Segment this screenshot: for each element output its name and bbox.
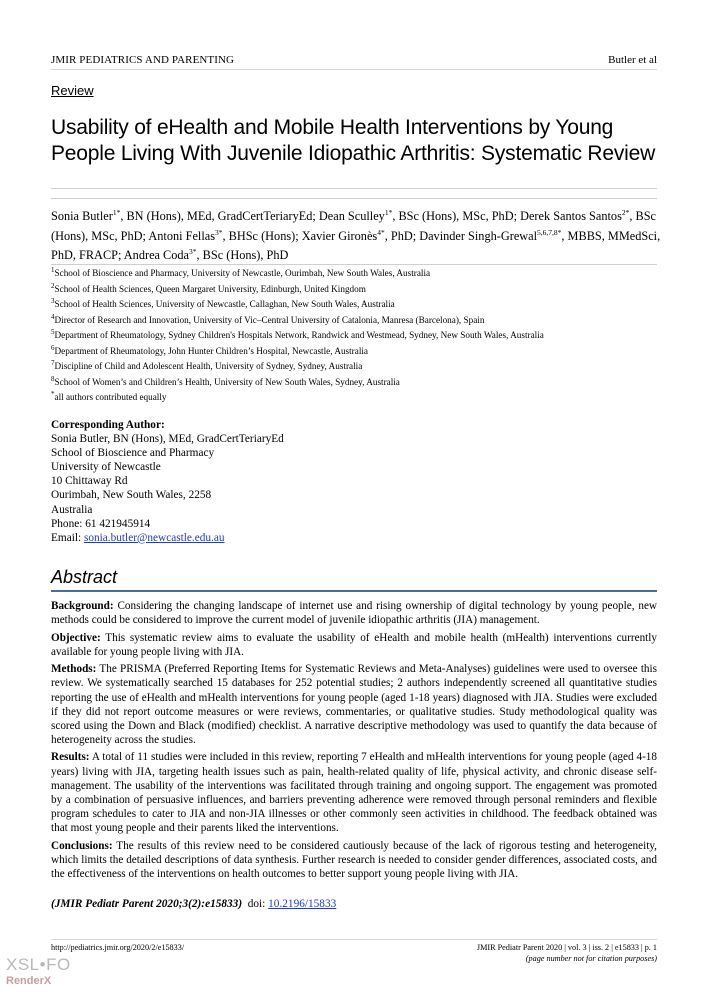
author-affiliation-sup: 3* [189, 247, 197, 256]
author-entry [319, 209, 520, 223]
author-affiliation-sup: 4* [377, 227, 385, 237]
author-entry [124, 248, 289, 262]
affiliation-number: 7 [51, 359, 55, 367]
affiliation-text: Department of Rheumatology, John Hunter Children’s Hospital, Newcastle, Australia [54, 345, 368, 356]
affiliation-text: School of Health Sciences, Queen Margaret University, Edinburgh, United Kingdom [54, 283, 366, 294]
author-entry [148, 229, 301, 243]
title-divider-lower [51, 198, 657, 199]
author-degrees: , BSc (Hons), MSc, PhD; [51, 209, 657, 243]
author-name: Antoni Fellas [148, 228, 215, 243]
affiliation-number: 1 [51, 266, 55, 274]
author-entry [51, 209, 319, 223]
abstract-section [51, 750, 657, 835]
affiliation-item [51, 328, 657, 344]
abstract-section [51, 599, 657, 627]
affiliation-number: 5 [51, 328, 55, 336]
address-line: School of Bioscience and Pharmacy [51, 447, 215, 460]
abstract-section-label: Results: [51, 751, 90, 764]
author-degrees: , BHSc (Hons); [222, 228, 302, 243]
email-row [51, 531, 284, 545]
abstract-section-label: Conclusions: [51, 839, 113, 852]
corresponding-author [51, 418, 284, 545]
footer-issue: JMIR Pediatr Parent 2020 | vol. 3 | iss. 2 | e15833 | p. 1 [476, 943, 657, 952]
address-line: Ourimbah, New South Wales, 2258 [51, 489, 212, 502]
author-name: Xavier Gironès [301, 228, 378, 243]
affiliation-number: 3 [51, 297, 55, 305]
running-header [51, 52, 657, 70]
author-degrees: , PhD; [384, 228, 420, 243]
affiliation-text: School of Bioscience and Pharmacy, University of Newcastle, Ourimbah, New South Wales, Australia [54, 268, 431, 278]
affiliation-text: all authors contributed equally [54, 392, 167, 402]
affiliation-text: Department of Rheumatology, Sydney Children's Hospitals Network, Randwick and Westmead, Sydney, New South Wales, Australia [54, 330, 544, 340]
doi-label: doi: [247, 898, 266, 910]
abstract-section-label: Background: [51, 600, 114, 612]
abstract-section-text: A total of 11 studies were included in this review, reporting 7 eHealth and mHealth interventions for young people (aged 4-18 years) living with JIA, targeting health issues such as pain, health-related quality of life, physical activity, and chronic disease self-management. The usability of the interventions was facilitated through training and ongoing support. The engagement was promoted by a combination of persuasive influences, and barriers preventing adherence were removed through personal reminders and flexible program schedules to cater to JIA and non-JIA illnesses or other commonly seen activities in childhood. The feedback obtained was that most young people and their parents liked the interventions. [51, 751, 657, 834]
author-entry [302, 229, 419, 243]
doi-link[interactable]: 10.2196/15833 [268, 898, 337, 910]
journal-name: JMIR PEDIATRICS AND PARENTING [51, 54, 235, 66]
author-affiliation-sup: 1* [384, 208, 393, 217]
affiliation-item [51, 375, 657, 391]
author-name: Andrea Coda [123, 248, 190, 262]
author-name: Dean Sculley [318, 209, 385, 223]
author-name: Derek Santos Santos [520, 209, 622, 223]
author-degrees: , BSc (Hons), MSc, PhD; [392, 209, 521, 223]
affiliation-number: 6 [51, 343, 55, 352]
affiliation-item [51, 282, 657, 298]
abstract-section [51, 839, 657, 881]
author-divider [51, 264, 657, 265]
abstract-section [51, 631, 657, 659]
address-line: University of Newcastle [51, 461, 161, 474]
affiliation-number: 8 [51, 374, 55, 383]
article-type: Review [51, 83, 94, 98]
author-degrees: , BN (Hons), MEd, GradCertTeriaryEd; [120, 209, 319, 223]
footer-url: http://pediatrics.jmir.org/2020/2/e15833/ [51, 943, 185, 952]
corresponding-name: Sonia Butler, BN (Hons), MEd, GradCertTeriaryEd [51, 433, 284, 446]
affiliation-text: School of Health Sciences, University of Newcastle, Callaghan, New South Wales, Australia [54, 299, 395, 309]
affiliation-item [51, 266, 657, 282]
affiliation-item [51, 297, 657, 313]
affiliation-text: Discipline of Child and Adolescent Health, University of Sydney, Sydney, Australia [54, 361, 363, 371]
affiliation-text: School of Women’s and Children’s Health, University of New South Wales, Sydney, Australia [54, 376, 400, 387]
abstract-section-text: This systematic review aims to evaluate the usability of eHealth and mobile health (mHealth) interventions currently available for young people living with JIA. [51, 631, 657, 658]
page-footer [51, 939, 657, 967]
affiliation-list [51, 266, 657, 406]
corresponding-heading: Corresponding Author: [51, 419, 165, 431]
abstract-section-text: The results of this review need to be considered cautiously because of the lack of rigorous testing and heterogeneity, which limits the detailed descriptions of data synthesis. Further research is needed to consider gender differences, associated costs, and the effectiveness of the interventions on health outcomes to better support young people living with JIA. [51, 839, 657, 880]
address-line: Australia [51, 503, 93, 516]
abstract-section-label: Objective: [51, 631, 101, 644]
affiliation-text: Director of Research and Innovation, University of Vic–Central University of Catalonia, Manresa (Barcelona), Spain [54, 314, 485, 325]
running-author: Butler et al [608, 54, 657, 66]
affiliation-item [51, 313, 657, 329]
watermark-line2: RenderX [6, 975, 52, 987]
author-name: Sonia Butler [51, 209, 113, 223]
author-affiliation-sup: 2* [621, 208, 630, 217]
author-affiliation-sup: 3* [214, 227, 223, 237]
email-link[interactable]: sonia.butler@newcastle.edu.au [83, 531, 225, 544]
abstract-section-label: Methods: [51, 663, 97, 676]
email-label: Email: [51, 531, 84, 544]
author-degrees: , BSc (Hons), PhD [196, 248, 289, 262]
author-affiliation-sup: 5,6,7,8* [537, 227, 562, 237]
article-title: Usability of eHealth and Mobile Health Interventions by Young People Living With Juvenile Idiopathic Arthritis: Systematic Review [51, 116, 656, 165]
author-name: Davinder Singh-Grewal [419, 228, 538, 243]
affiliation-number: 4 [51, 312, 55, 321]
abstract-body [51, 599, 657, 884]
author-list [51, 207, 661, 266]
abstract-section-text: The PRISMA (Preferred Reporting Items for Systematic Reviews and Meta-Analyses) guidelines were used to oversee this review. We systematically searched 15 databases for 252 potential studies; 2 authors independently screened all quantitative studies reporting the use of eHealth and mHealth interventions for young people (aged 1-18 years) diagnosed with JIA. Studies were excluded if they did not report outcome measures or were reviews, commentaries, or qualitative studies. Study methodological quality was scored using the Down and Black (modified) checklist. A narrative descriptive methodology was used to quantify the data because of heterogeneity across the studies. [51, 663, 657, 746]
affiliation-number: 2 [51, 281, 55, 290]
author-affiliation-sup: 1* [112, 208, 121, 217]
affiliation-item [51, 359, 657, 375]
address-line: 10 Chittaway Rd [51, 475, 128, 488]
abstract-section-text: Considering the changing landscape of internet use and rising ownership of digital technology by young people, new methods could be considered to improve the current model of juvenile idiopathic arthritis (JIA) management. [51, 600, 657, 627]
affiliation-item [51, 344, 657, 360]
phone: Phone: 61 421945914 [51, 517, 151, 530]
abstract-section [51, 662, 657, 747]
affiliation-item [51, 390, 657, 406]
watermark-line1: XSL•FO [6, 955, 71, 974]
footer-note: (page number not for citation purposes) [525, 954, 657, 963]
abstract-heading: Abstract [51, 567, 657, 592]
renderx-watermark [6, 955, 71, 988]
author-degrees: , MBBS, MMedSci, PhD, FRACP; [51, 228, 661, 262]
affiliation-number: * [51, 390, 55, 398]
citation-text: (JMIR Pediatr Parent 2020;3(2):e15833) [51, 898, 243, 910]
title-divider [51, 188, 657, 189]
citation [51, 898, 336, 910]
